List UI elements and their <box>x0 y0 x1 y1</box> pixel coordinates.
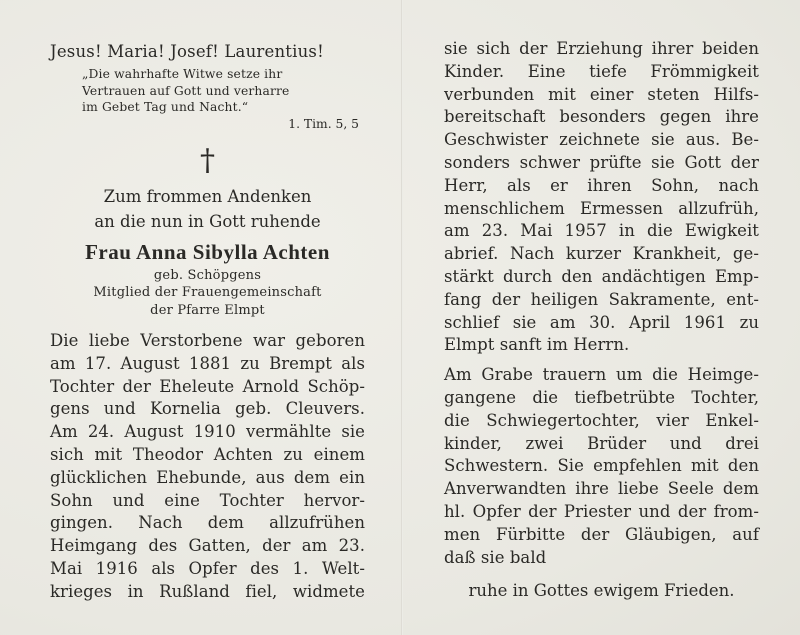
intro-line: Zum frommen Andenken <box>103 186 312 206</box>
text-line: fang der heiligen Sakramente, ent- <box>444 289 759 309</box>
bible-quote <box>82 66 365 116</box>
text-line: hl. Opfer der Priester und der from- <box>444 501 759 521</box>
text-line: daß sie bald <box>444 547 547 567</box>
biography-left <box>50 330 365 604</box>
fold-line <box>401 0 403 635</box>
quote-reference: 1. Tim. 5, 5 <box>288 116 359 131</box>
text-line: bereitschaft besonders gegen ihre <box>444 107 759 127</box>
intro-block <box>50 184 365 235</box>
text-line: am 23. Mai 1957 in die Ewigkeit <box>444 221 759 241</box>
text-line: Anverwandten ihre liebe Seele dem <box>444 479 759 499</box>
text-line: gangene die tiefbetrübte Tochter, <box>444 387 759 407</box>
text-line: Elmpt sanft im Herrn. <box>444 335 630 355</box>
membership-block <box>50 267 365 320</box>
text-line: krieges in Rußland fiel, widmete <box>50 581 365 601</box>
text-line: abrief. Nach kurzer Krankheit, ge- <box>444 244 759 264</box>
text-line: Schwestern. Sie empfehlen mit den <box>444 456 759 476</box>
right-page <box>444 38 759 603</box>
text-line: am 17. August 1881 zu Brempt als <box>50 353 365 373</box>
text-line: Geschwister zeichnete sie aus. Be- <box>444 130 759 150</box>
text-line: Kinder. Eine tiefe Frömmigkeit <box>444 61 759 81</box>
text-line: Mai 1916 als Opfer des 1. Welt- <box>50 558 365 578</box>
quote-line: Vertrauen auf Gott und verharre <box>82 83 290 98</box>
quote-line: „Die wahrhafte Witwe setze ihr <box>82 67 283 81</box>
text-line: menschlichem Ermessen allzufrüh, <box>444 198 759 218</box>
text-line: kinder, zwei Brüder und drei <box>444 433 759 453</box>
text-line: gingen. Nach dem allzufrühen <box>50 513 365 533</box>
text-line: sie sich der Erziehung ihrer beiden <box>444 39 759 58</box>
text-line: Am Grabe trauern um die Heimge- <box>444 365 759 385</box>
text-line: Die liebe Verstorbene war geboren <box>50 331 365 350</box>
text-line: sonders schwer prüfte sie Gott der <box>444 152 759 172</box>
text-line: men Fürbitte der Gläubigen, auf <box>444 524 759 544</box>
text-line: Am 24. August 1910 vermählte sie <box>50 422 365 442</box>
text-line: sich mit Theodor Achten zu einem <box>50 444 365 464</box>
left-page <box>50 40 365 604</box>
text-line: schlief sie am 30. April 1961 zu <box>444 312 759 332</box>
cross-icon: † <box>200 142 215 178</box>
deceased-name: Frau Anna Sibylla Achten <box>85 239 330 264</box>
closing-line: ruhe in Gottes ewigem Frieden. <box>468 581 735 601</box>
text-line: Herr, als er ihren Sohn, nach <box>444 175 759 195</box>
text-line: Sohn und eine Tochter hervor- <box>50 490 365 510</box>
text-line: verbunden mit einer steten Hilfs- <box>444 84 759 104</box>
text-line: Heimgang des Gatten, der am 23. <box>50 536 365 556</box>
mourners-paragraph <box>444 364 759 569</box>
text-line: Tochter der Eheleute Arnold Schöp- <box>50 376 365 396</box>
invocation-header: Jesus! Maria! Josef! Laurentius! <box>50 42 324 61</box>
intro-line: an die nun in Gott ruhende <box>94 212 321 231</box>
quote-line: im Gebet Tag und Nacht.“ <box>82 100 249 114</box>
membership-line: Mitglied der Frauengemeinschaft <box>93 285 322 300</box>
text-line: die Schwiegertochter, vier Enkel- <box>444 410 759 430</box>
membership-line: der Pfarre Elmpt <box>150 302 265 318</box>
biography-right <box>444 38 759 357</box>
text-line: glücklichen Ehebunde, aus dem ein <box>50 467 365 487</box>
born-name: geb. Schöpgens <box>153 267 262 283</box>
text-line: gens und Kornelia geb. Cleuvers. <box>50 399 365 419</box>
text-line: stärkt durch den andächtigen Emp- <box>444 266 759 286</box>
